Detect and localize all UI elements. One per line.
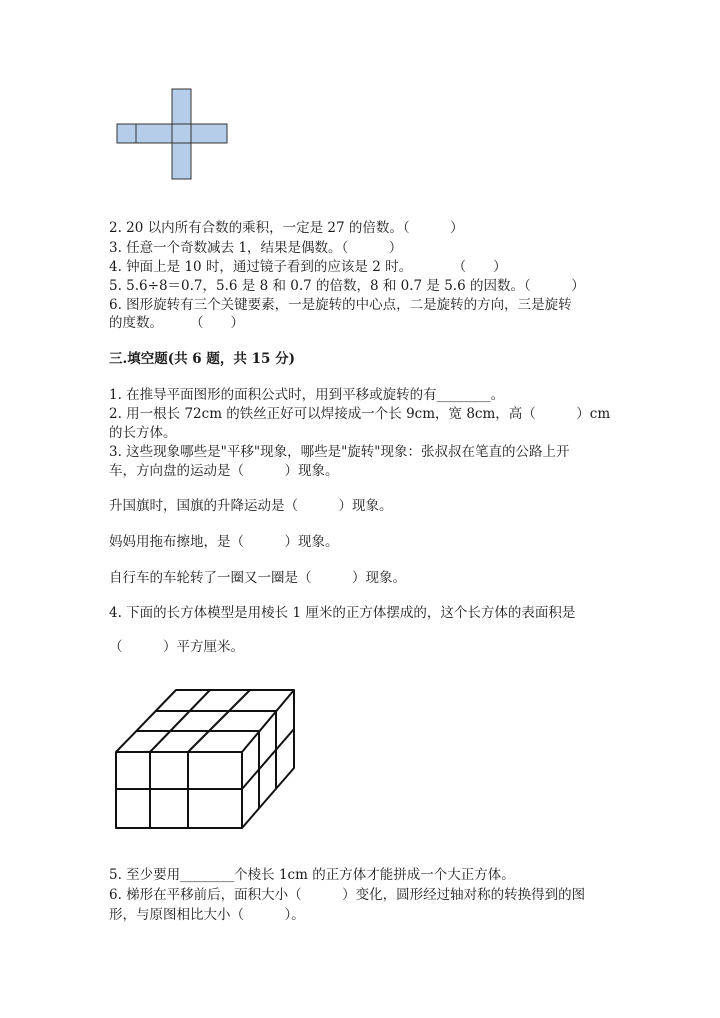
section3-title: 三.填空题(共 6 题，共 15 分) [109,351,295,367]
fill-q4-line1: 4. 下面的长方体模型是用棱长 1 厘米的正方体摆成的，这个长方体的表面积是 [109,605,576,621]
fill-q5: 5. 至少要用________个棱长 1cm 的正方体才能拼成一个大正方体。 [109,867,515,883]
net-square [136,124,172,143]
fill-q4-line2: （ ）平方厘米。 [109,639,244,655]
judgement-q2: 2. 20 以内所有合数的乘积，一定是 27 的倍数。（ ） [109,220,464,236]
fill-q2-line1: 2. 用一根长 72cm 的铁丝正好可以焊接成一个长 9cm，宽 8cm，高（ ）cm [109,406,611,422]
cuboid-top-face [116,690,294,752]
judgement-q6-line1: 6. 图形旋转有三个关键要素，一是旋转的中心点，二是旋转的方向，三是旋转 [109,297,572,313]
judgement-q6-line2: 的度数。 （ ） [109,315,244,331]
net-square-top [172,89,191,124]
top-depth-line [188,690,250,752]
cuboid-cube-model [0,680,720,860]
judgement-q4: 4. 钟面上是 10 时，通过镜子看到的应该是 2 时。 （ ） [109,259,507,275]
judgement-q3: 3. 任意一个奇数减去 1，结果是偶数。（ ） [109,240,403,256]
cross-net-figure [0,0,720,200]
fill-q6-line1: 6. 梯形在平移前后，面积大小（ ）变化，圆形经过轴对称的转换得到的图 [109,887,586,903]
fill-q3-line5: 自行车的车轮转了一圈又一圈是（ ）现象。 [109,570,406,586]
net-square-right [191,124,227,143]
judgement-q5: 5. 5.6÷8＝0.7，5.6 是 8 和 0.7 的倍数，8 和 0.7 是 5.6 的因数。（ ） [109,278,585,294]
net-square-left [117,124,136,143]
fill-q6-line2: 形，与原图相比大小（ ）。 [109,907,305,923]
net-square-center [172,124,191,143]
fill-q3-line1: 3. 这些现象哪些是"平移"现象，哪些是"旋转"现象：张叔叔在笔直的公路上开 [109,444,570,460]
right-mid-line [242,729,294,789]
net-square-bottom [172,143,191,179]
fill-q1: 1. 在推导平面图形的面积公式时，用到平移或旋转的有________。 [109,387,505,403]
fill-q3-line2: 车，方向盘的运动是（ ）现象。 [109,463,339,479]
fill-q2-line2: 的长方体。 [109,425,177,441]
top-depth-line [150,690,210,752]
fill-q3-line4: 妈妈用拖布擦地，是（ ）现象。 [109,534,339,550]
fill-q3-line3: 升国旗时，国旗的升降运动是（ ）现象。 [109,498,393,514]
